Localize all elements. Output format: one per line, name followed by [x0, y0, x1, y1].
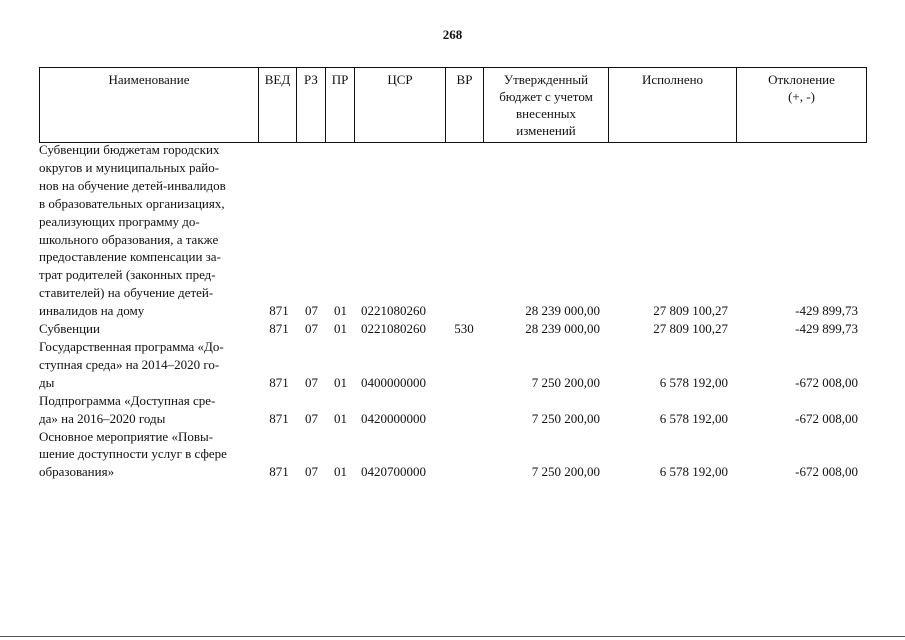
row-approved: 7 250 200,00 [531, 464, 600, 480]
header-deviation-line: Отклонение [768, 72, 835, 87]
row-name-line: в образовательных организациях, [39, 195, 225, 211]
row-vr [446, 141, 482, 320]
header-approved [484, 68, 609, 143]
header-rz: РЗ [297, 68, 326, 143]
table-row [39, 320, 864, 338]
header-executed: Исполнено [609, 68, 737, 143]
page-bottom-rule [0, 636, 905, 637]
row-name-line: инвалидов на дому [39, 303, 145, 319]
row-pr: 01 [334, 321, 347, 337]
row-rz: 07 [305, 464, 318, 480]
row-vr [446, 338, 482, 392]
row-executed: 27 809 100,27 [653, 303, 728, 319]
row-name-line: ставителей) на обучение детей- [39, 285, 214, 301]
row-csr: 0221080260 [361, 321, 426, 337]
row-executed: 6 578 192,00 [659, 464, 728, 480]
row-csr: 0420700000 [361, 464, 426, 480]
table-body [39, 141, 864, 481]
header-approved-line: бюджет с учетом [499, 89, 593, 104]
table-row [39, 338, 864, 392]
row-ved: 871 [269, 321, 289, 337]
row-csr: 0400000000 [361, 374, 426, 390]
row-name [39, 338, 261, 392]
row-rz: 07 [305, 374, 318, 390]
row-pr: 01 [334, 410, 347, 426]
header-deviation-line: (+, -) [788, 89, 815, 104]
header-name: Наименование [40, 68, 259, 143]
row-name-line: Субвенции [39, 321, 100, 337]
row-name [39, 392, 261, 428]
row-name-line: Подпрограмма «Доступная сре- [39, 392, 216, 408]
row-pr: 01 [334, 303, 347, 319]
row-name-line: Государственная программа «До- [39, 338, 224, 354]
row-csr: 0221080260 [361, 303, 426, 319]
header-approved-line: изменений [516, 123, 576, 138]
row-name-line: да» на 2016–2020 годы [39, 410, 166, 426]
row-executed: 6 578 192,00 [659, 374, 728, 390]
row-name-line: округов и муниципальных райо- [39, 159, 220, 175]
header-approved-line: Утвержденный [503, 72, 589, 87]
row-name-line: образования» [39, 464, 115, 480]
row-ved: 871 [269, 374, 289, 390]
row-name-line: трат родителей (законных пред- [39, 267, 216, 283]
row-name-line: Субвенции бюджетам городских [39, 142, 220, 157]
row-name-line: реализующих программу до- [39, 213, 200, 229]
table-header [39, 67, 867, 143]
row-vr [446, 428, 482, 482]
table-row [39, 392, 864, 428]
row-deviation: -429 899,73 [795, 303, 858, 319]
row-approved: 28 239 000,00 [525, 303, 600, 319]
row-deviation: -672 008,00 [795, 464, 858, 480]
row-deviation: -672 008,00 [795, 410, 858, 426]
table-row [39, 428, 864, 482]
row-executed: 6 578 192,00 [659, 410, 728, 426]
row-name-line: предоставление компенсации за- [39, 249, 221, 265]
row-ved: 871 [269, 410, 289, 426]
row-name-line: школьного образования, а также [39, 231, 219, 247]
row-name [39, 428, 261, 482]
row-approved: 28 239 000,00 [525, 321, 600, 337]
row-name-line: нов на обучение детей-инвалидов [39, 177, 226, 193]
row-name-line: ды [39, 374, 55, 390]
row-rz: 07 [305, 410, 318, 426]
header-csr: ЦСР [355, 68, 446, 143]
table-row [39, 141, 864, 320]
header-pr: ПР [326, 68, 355, 143]
header-deviation [737, 68, 867, 143]
row-name-line: шение доступности услуг в сфере [39, 446, 227, 462]
row-ved: 871 [269, 464, 289, 480]
header-ved: ВЕД [259, 68, 297, 143]
row-vr [446, 392, 482, 428]
header-approved-line: внесенных [515, 106, 577, 121]
row-rz: 07 [305, 303, 318, 319]
row-executed: 27 809 100,27 [653, 321, 728, 337]
header-vr: ВР [446, 68, 484, 143]
page-number: 268 [442, 27, 463, 42]
row-deviation: -672 008,00 [795, 374, 858, 390]
row-name [39, 320, 261, 338]
row-ved: 871 [269, 303, 289, 319]
row-pr: 01 [334, 464, 347, 480]
row-deviation: -429 899,73 [795, 321, 858, 337]
row-vr: 530 [454, 321, 474, 337]
row-name [39, 141, 261, 320]
row-rz: 07 [305, 321, 318, 337]
row-approved: 7 250 200,00 [531, 410, 600, 426]
row-pr: 01 [334, 374, 347, 390]
row-approved: 7 250 200,00 [531, 374, 600, 390]
row-name-line: ступная среда» на 2014–2020 го- [39, 356, 220, 372]
row-name-line: Основное мероприятие «Повы- [39, 428, 214, 444]
row-csr: 0420000000 [361, 410, 426, 426]
